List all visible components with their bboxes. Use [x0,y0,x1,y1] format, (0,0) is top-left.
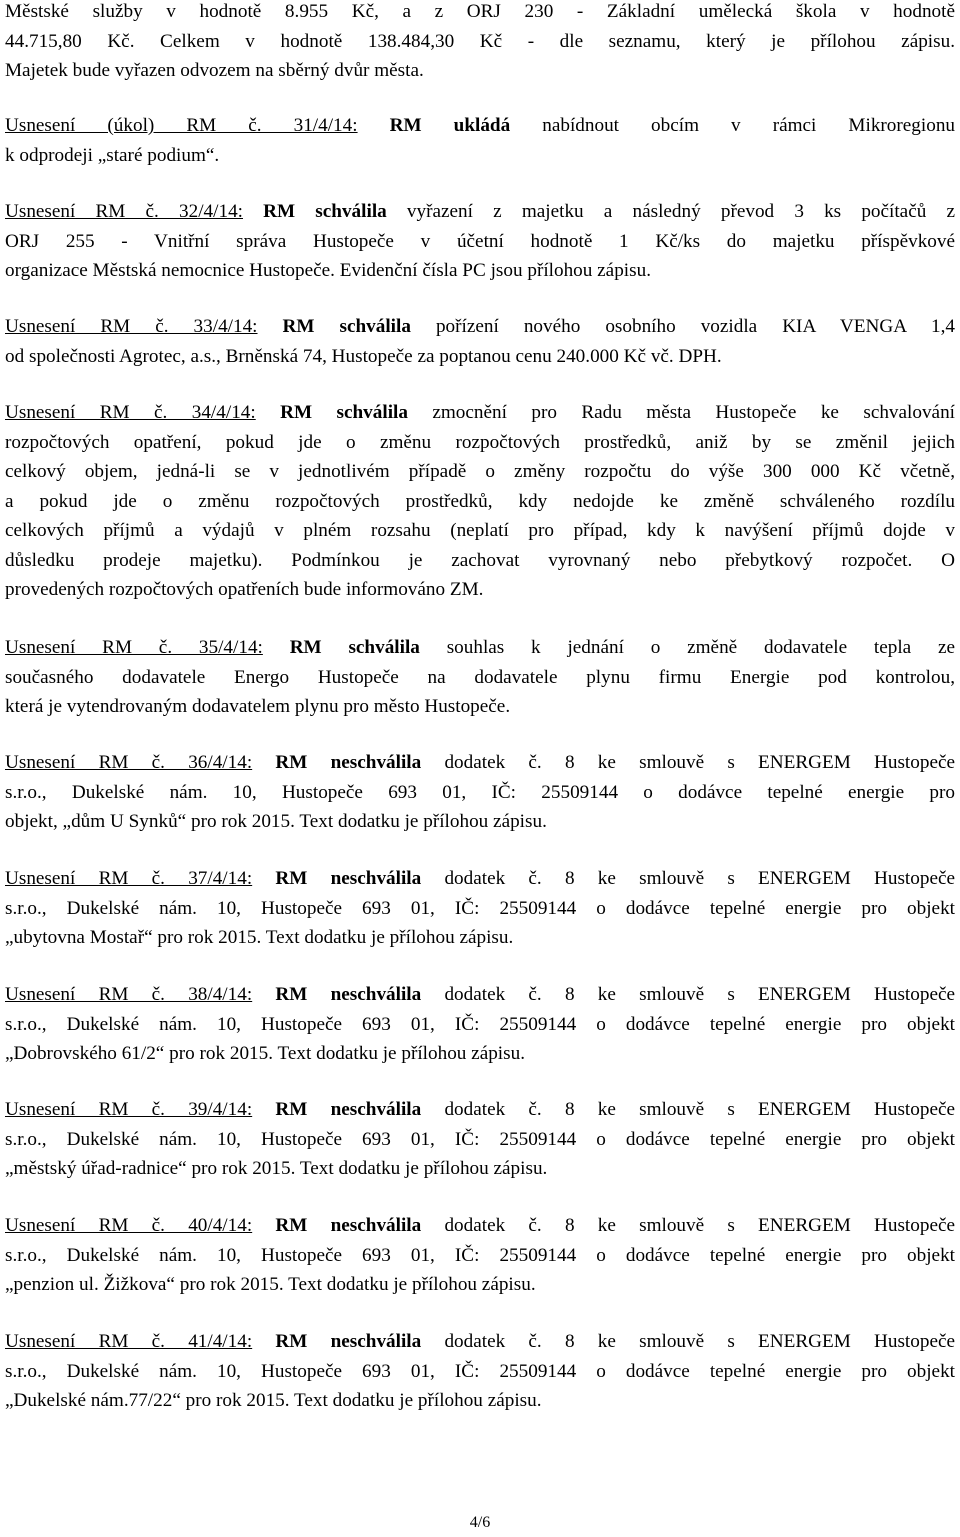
text-line: objekt, „dům U Synků“ pro rok 2015. Text dodatku je přílohou zápisu. [5,811,547,832]
page-number: 4/6 [469,1514,491,1531]
text-line: s.r.o., Dukelské nám. 10, Hustopeče 693 01, IČ: 25509144 o dodávce tepelné energie pro objekt [5,1244,955,1266]
text-line: provedených rozpočtových opatřeních bude informováno ZM. [5,579,484,600]
resolution-38 [5,980,955,1069]
resolution-text: dodatek č. 8 ke smlouvě s ENERGEM Hustopeče [421,752,955,773]
resolution-verb: RM neschválila [275,1099,422,1120]
resolution-heading: Usnesení RM č. 41/4/14: [5,1331,253,1352]
resolution-verb: RM schválila [280,402,408,423]
text-line: od společnosti Agrotec, a.s., Brněnská 74, Hustopeče za poptanou cenu 240.000 Kč vč. DPH. [5,345,722,367]
resolution-heading: Usnesení RM č. 34/4/14: [5,402,256,423]
resolution-36 [5,748,955,837]
resolution-text: vyřazení z majetku a následný převod 3 ks počítačů z [386,201,955,222]
resolution-35 [5,633,955,722]
text-line: s.r.o., Dukelské nám. 10, Hustopeče 693 01, IČ: 25509144 o dodávce tepelné energie pro objekt [5,897,955,919]
text-line: „ubytovna Mostař“ pro rok 2015. Text dodatku je přílohou zápisu. [5,927,514,948]
resolution-37 [5,864,955,953]
resolution-heading: Usnesení (úkol) RM č. 31/4/14: [5,115,358,136]
resolution-verb: RM schválila [263,201,387,222]
resolution-verb: RM neschválila [275,752,422,773]
resolution-text: zmocnění pro Radu města Hustopeče ke schvalování [407,402,955,423]
resolution-33 [5,312,955,371]
text-line: Městské služby v hodnotě 8.955 Kč, a z ORJ 230 - Základní umělecká škola v hodnotě [5,1,955,22]
resolution-text: dodatek č. 8 ke smlouvě s ENERGEM Hustopeče [421,1331,955,1352]
text-line: 44.715,80 Kč. Celkem v hodnotě 138.484,30 Kč - dle seznamu, který je přílohou zápisu. [5,30,955,52]
text-line: celkový objem, jedná-li se v jednotlivém případě o změny rozpočtu do výše 300 000 Kč včetně, [5,461,955,482]
resolution-heading: Usnesení RM č. 38/4/14: [5,984,253,1005]
resolution-32 [5,197,955,286]
text-line: s.r.o., Dukelské nám. 10, Hustopeče 693 01, IČ: 25509144 o dodávce tepelné energie pro objekt [5,1360,955,1382]
resolution-text: pořízení nového osobního vozidla KIA VENGA 1,4 [410,316,955,337]
resolution-verb: RM schválila [282,316,411,337]
intro-paragraph [5,0,955,86]
resolution-heading: Usnesení RM č. 33/4/14: [5,316,258,337]
resolution-text: dodatek č. 8 ke smlouvě s ENERGEM Hustopeče [421,1099,955,1120]
resolution-heading: Usnesení RM č. 32/4/14: [5,201,243,222]
resolution-text: dodatek č. 8 ke smlouvě s ENERGEM Hustopeče [421,868,955,889]
text-line: která je vytendrovaným dodavatelem plynu pro město Hustopeče. [5,696,511,717]
resolution-verb: RM schválila [289,637,420,658]
text-line: s.r.o., Dukelské nám. 10, Hustopeče 693 01, IČ: 25509144 o dodávce tepelné energie pro objekt [5,1128,955,1150]
resolution-heading: Usnesení RM č. 35/4/14: [5,637,263,658]
resolution-text: dodatek č. 8 ke smlouvě s ENERGEM Hustopeče [421,1215,955,1236]
text-line: organizace Městská nemocnice Hustopeče. Evidenční čísla PC jsou přílohou zápisu. [5,260,651,281]
resolution-31 [5,111,955,170]
text-line: současného dodavatele Energo Hustopeče na dodavatele plynu firmu Energie pod kontrolou, [5,666,955,688]
resolution-text: souhlas k jednání o změně dodavatele tepla ze [419,637,956,658]
text-line: celkových příjmů a výdajů v plném rozsahu (neplatí pro případ, kdy k navýšení příjmů dojde v [5,520,955,541]
text-line: „penzion ul. Žižkova“ pro rok 2015. Text dodatku je přílohou zápisu. [5,1274,536,1295]
text-line: „Dobrovského 61/2“ pro rok 2015. Text dodatku je přílohou zápisu. [5,1043,526,1064]
resolution-text: dodatek č. 8 ke smlouvě s ENERGEM Hustopeče [421,984,955,1005]
resolution-verb: RM ukládá [389,115,511,136]
text-line: „Dukelské nám.77/22“ pro rok 2015. Text dodatku je přílohou zápisu. [5,1390,542,1411]
resolution-41 [5,1327,955,1416]
text-line: „městský úřad-radnice“ pro rok 2015. Text dodatku je přílohou zápisu. [5,1158,548,1179]
text-line: ORJ 255 - Vnitřní správa Hustopeče v účetní hodnotě 1 Kč/ks do majetku příspěvkové [5,230,955,252]
resolution-text: nabídnout obcím v rámci Mikroregionu [510,115,956,136]
text-line: s.r.o., Dukelské nám. 10, Hustopeče 693 01, IČ: 25509144 o dodávce tepelné energie pro [5,781,955,803]
text-line: rozpočtových opatření, pokud jde o změnu rozpočtových prostředků, aniž by se změnil jejich [5,431,955,453]
resolution-34 [5,398,955,605]
text-line: k odprodeji „staré podium“. [5,144,220,166]
resolution-39 [5,1095,955,1184]
text-line: a pokud jde o změnu rozpočtových prostředků, kdy nedojde ke změně schváleného rozdílu [5,490,955,512]
resolution-heading: Usnesení RM č. 37/4/14: [5,868,253,889]
text-line: s.r.o., Dukelské nám. 10, Hustopeče 693 01, IČ: 25509144 o dodávce tepelné energie pro objekt [5,1013,955,1035]
resolution-verb: RM neschválila [275,1331,422,1352]
resolution-verb: RM neschválila [275,1215,422,1236]
resolution-verb: RM neschválila [275,868,422,889]
resolution-heading: Usnesení RM č. 36/4/14: [5,752,253,773]
text-line: důsledku prodeje majetku). Podmínkou je zachovat vyrovnaný nebo přebytkový rozpočet. O [5,549,955,571]
resolution-40 [5,1211,955,1300]
resolution-verb: RM neschválila [275,984,422,1005]
text-line: Majetek bude vyřazen odvozem na sběrný dvůr města. [5,60,424,81]
resolution-heading: Usnesení RM č. 39/4/14: [5,1099,253,1120]
resolution-heading: Usnesení RM č. 40/4/14: [5,1215,253,1236]
